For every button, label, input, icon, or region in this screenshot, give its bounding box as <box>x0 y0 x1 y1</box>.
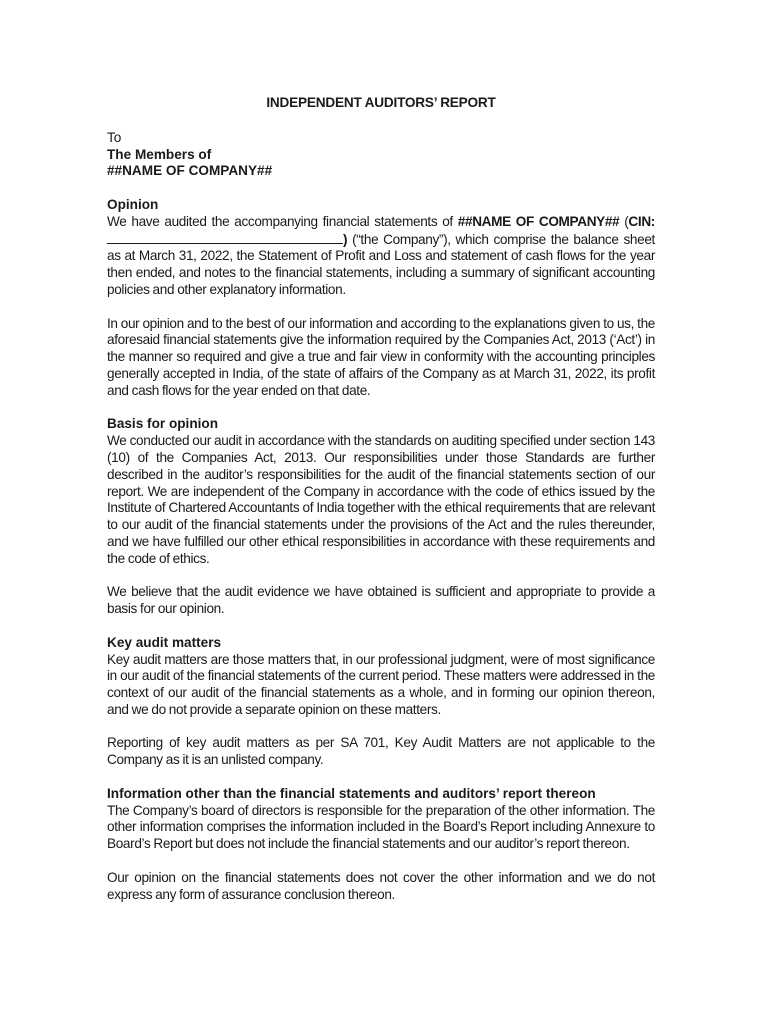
kam-paragraph-2: Reporting of key audit matters as per SA 701, Key Audit Matters are not applicable to the Company as it is an unlisted company. <box>107 735 655 768</box>
other-info-paragraph-2: Our opinion on the financial statements does not cover the other information and we do not express any form of assurance conclusion thereon. <box>107 869 655 902</box>
spacer <box>107 568 655 585</box>
cin-close-paren: ) <box>343 231 348 247</box>
spacer <box>107 299 655 316</box>
opinion-text-a: We have audited the accompanying financial statements of <box>107 213 458 229</box>
spacer <box>107 400 655 417</box>
basis-paragraph-2: We believe that the audit evidence we have obtained is sufficient and appropriate to provide a basis for our opinion. <box>107 584 655 617</box>
salutation-company: ##NAME OF COMPANY## <box>107 163 273 179</box>
spacer <box>107 769 655 786</box>
other-info-paragraph-1: The Company’s board of directors is responsible for the preparation of the other information. The other information comprises the information included in the Board’s Report including Annexure to Board’s Report but does not include the financial statements and our auditor’s report thereon. <box>107 802 655 852</box>
salutation-to: To <box>107 129 122 145</box>
spacer <box>107 719 655 736</box>
basis-heading: Basis for opinion <box>107 416 219 432</box>
opinion-company-name: ##NAME OF COMPANY## <box>457 213 620 229</box>
opinion-paragraph-2: In our opinion and to the best of our information and according to the explanations given to us, the aforesaid financial statements give the information required by the Companies Act, 2013 (‘Act’) in the manner so required and give a true and fair view in conformity with the accounting principles generally accepted in India, of the state of affairs of the Company as at March 31, 2022, its profit and cash flows for the year ended on that date. <box>107 315 655 398</box>
cin-label: CIN: <box>628 213 655 229</box>
opinion-text-b: ( <box>619 213 629 229</box>
opinion-paragraph-1 <box>107 214 655 299</box>
report-title: INDEPENDENT AUDITORS’ REPORT <box>266 95 496 110</box>
cin-blank-line <box>107 231 343 244</box>
spacer <box>107 853 655 870</box>
spacer <box>107 180 655 197</box>
salutation-members: The Members of <box>107 146 212 162</box>
opinion-text-c: (“the Company”), which comprise the balance sheet as at March 31, 2022, the Statement of Profit and Loss and statement of cash flows for the year then ended, and notes to the financial statements, including a summary of significant accounting policies and other explanatory information. <box>107 231 655 297</box>
kam-heading: Key audit matters <box>107 634 222 650</box>
kam-paragraph-1: Key audit matters are those matters that, in our professional judgment, were of most significance in our audit of the financial statements of the current period. These matters were addressed in the context of our audit of the financial statements as a whole, and in forming our opinion thereon, and we do not provide a separate opinion on these matters. <box>107 651 655 717</box>
spacer <box>107 618 655 635</box>
other-info-heading: Information other than the financial statements and auditors’ report thereon <box>107 785 596 801</box>
document-page <box>107 95 655 903</box>
opinion-heading: Opinion <box>107 196 159 212</box>
basis-paragraph-1: We conducted our audit in accordance with the standards on auditing specified under section 143 (10) of the Companies Act, 2013. Our responsibilities under those Standards are further described in the auditor’s responsibilities for the audit of the financial statements section of our report. We are independent of the Company in accordance with the code of ethics issued by the Institute of Chartered Accountants of India together with the ethical requirements that are relevant to our audit of the financial statements under the provisions of the Act and the rules thereunder, and we have fulfilled our other ethical responsibilities in accordance with these requirements and the code of ethics. <box>107 433 655 566</box>
